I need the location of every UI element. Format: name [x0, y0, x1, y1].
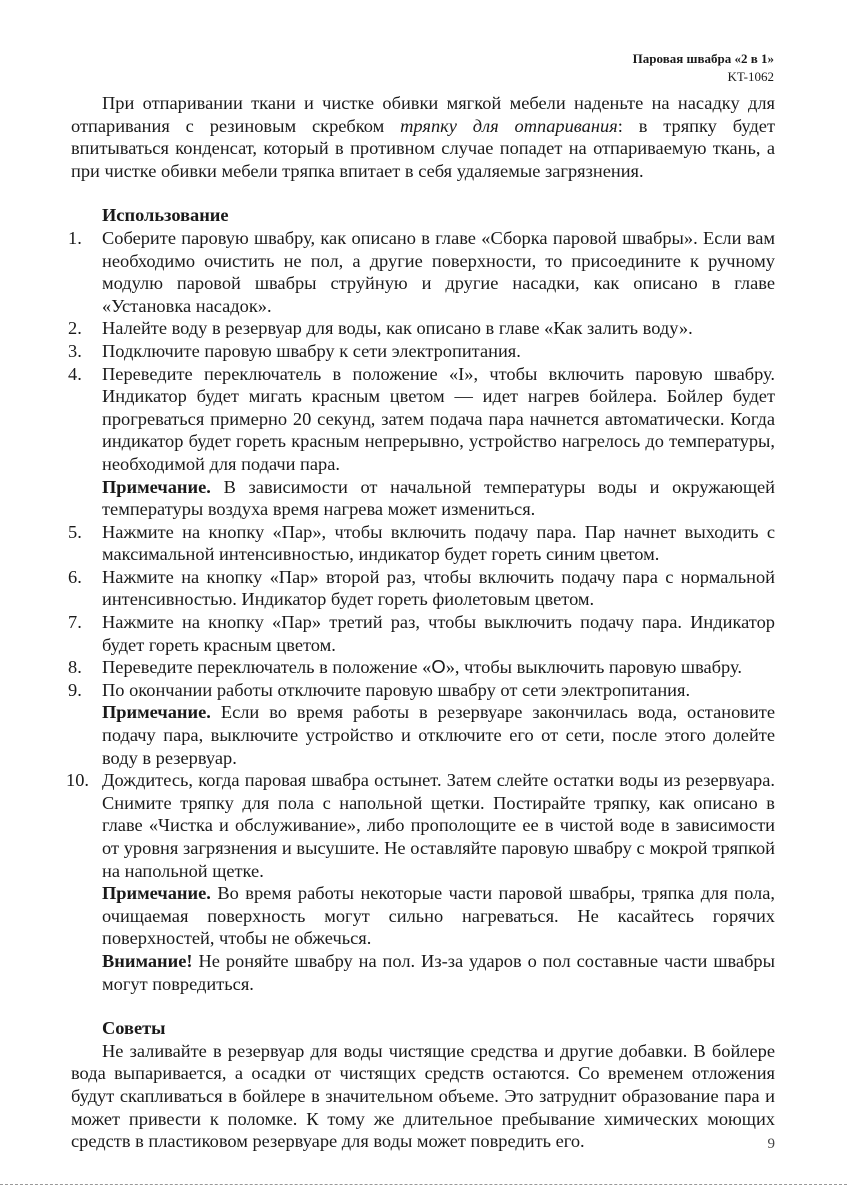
note-text: Во время работы некоторые части паровой швабры, тряпка для пола, очищаемая поверхность могут сильно нагреваться. Не касайтесь горячих поверхностей, чтобы не обжечься.: [102, 883, 775, 949]
step-number: 8.: [68, 657, 82, 678]
intro-paragraph: [71, 92, 775, 182]
step-4-note: [102, 476, 775, 521]
note-text: Если во время работы в резервуаре закончилась вода, остановите подачу пара, выключите устройство и отключите его от сети, после этого долейте воду в резервуар.: [102, 702, 775, 768]
usage-section-title: Использование: [102, 205, 229, 226]
step-5: [68, 521, 775, 566]
off-position-mark: O: [431, 656, 446, 678]
step-text: Нажмите на кнопку «Пар», чтобы включить подачу пара. Пар начнет выходить с максимальной интенсивностью, индикатор будет гореть синим цветом.: [102, 521, 775, 565]
step-9-note: [102, 701, 775, 769]
step-text: Дождитесь, когда паровая швабра остынет. Затем слейте остатки воды из резервуара. Снимите тряпку для пола с напольной щетки. Постирайте тряпку, как описано в главе «Чистка и обслуживание», либо прополощите ее в чистой воде в зависимости от уровня загрязнения и высушите. Не оставляйте паровую швабру с мокрой тряпкой на напольной щетке.: [102, 770, 775, 881]
step-number: 3.: [68, 340, 82, 361]
step-text: Налейте воду в резервуар для воды, как описано в главе «Как залить воду».: [102, 318, 693, 339]
step-3: [68, 340, 775, 363]
step-6: [68, 566, 775, 611]
warning-text: Не роняйте швабру на пол. Из-за ударов о пол составные части швабры могут повредиться.: [102, 950, 775, 994]
step-7: [68, 611, 775, 656]
step-number: 5.: [68, 521, 82, 542]
intro-text-end: : в тряпку будет впитываться конденсат, который в противном случае попадет на отпариваемую ткань, а при чистке обивки мебели тряпка впитает в себя удаляемые загрязнения.: [71, 115, 775, 181]
note-label: Примечание.: [102, 476, 211, 497]
tips-paragraph: Не заливайте в резервуар для воды чистящие средства и другие добавки. В бойлере вода выпаривается, а осадки от чистящих средств остаются. Со временем отложения будут скапливаться в бойлере в значительном объеме. Это затруднит образование пара и может привести к поломке. К тому же длительное пребывание химических моющих средств в пластиковом резервуаре для воды может повредить его.: [71, 1040, 775, 1152]
step-text: Нажмите на кнопку «Пар» второй раз, чтобы включить подачу пара с нормальной интенсивностью. Индикатор будет гореть фиолетовым цветом.: [102, 566, 775, 610]
header-model: KT-1062: [727, 69, 774, 84]
intro-text-start: При отпаривании ткани и чистке обивки мягкой мебели наденьте на насадку для отпаривания с резиновым скребком: [71, 93, 775, 136]
step-1: [68, 227, 775, 317]
step-8: [68, 656, 775, 679]
step-text: По окончании работы отключите паровую швабру от сети электропитания.: [102, 679, 691, 700]
step-number: 10.: [66, 770, 89, 791]
bottom-divider: [0, 1184, 847, 1185]
header-title: Паровая швабра «2 в 1»: [632, 51, 774, 66]
step-9: [68, 679, 775, 769]
note-label: Примечание.: [102, 883, 211, 904]
step-number: 2.: [68, 318, 82, 339]
step-number: 4.: [68, 363, 82, 384]
page-content: [66, 92, 775, 1153]
step-number: 9.: [68, 679, 82, 700]
tips-section-title: Советы: [102, 1018, 166, 1039]
step-10-warning: [102, 950, 775, 995]
step-text-end: », чтобы выключить паровую швабру.: [445, 657, 742, 678]
step-number: 6.: [68, 566, 82, 587]
warning-label: Внимание!: [102, 950, 193, 971]
step-text-start: Переведите переключатель в положение «: [102, 657, 432, 678]
usage-steps-list: [66, 227, 775, 995]
step-text: Соберите паровую швабру, как описано в главе «Сборка паровой швабры». Если вам необходимо очистить не пол, а другие поверхности, то присоедините к ручному модулю паровой швабры струйную и другие насадки, как описано в главе «Установка насадок».: [102, 227, 775, 316]
step-number: 1.: [68, 227, 82, 248]
step-text: Нажмите на кнопку «Пар» третий раз, чтобы выключить подачу пара. Индикатор будет гореть красным цветом.: [102, 612, 775, 655]
step-2: [68, 317, 775, 340]
page-header: [633, 50, 774, 86]
step-10: [66, 769, 775, 995]
step-4: [68, 363, 775, 521]
step-text: Подключите паровую швабру к сети электропитания.: [102, 340, 521, 361]
note-text: В зависимости от начальной температуры воды и окружающей температуры воздуха время нагрева может измениться.: [102, 476, 775, 520]
note-label: Примечание.: [102, 702, 211, 723]
page-number: 9: [767, 1136, 775, 1152]
intro-emphasis: тряпку для отпаривания: [400, 115, 618, 136]
step-10-note: [102, 882, 775, 950]
step-text: Переведите переключатель в положение «I», чтобы включить паровую швабру. Индикатор будет мигать красным цветом — идет нагрев бойлера. Бойлер будет прогреваться примерно 20 секунд, затем подача пара начнется автоматически. Когда индикатор будет гореть красным непрерывно, устройство нагрелось до температуры, необходимой для подачи пара.: [102, 363, 775, 474]
step-number: 7.: [68, 612, 82, 633]
